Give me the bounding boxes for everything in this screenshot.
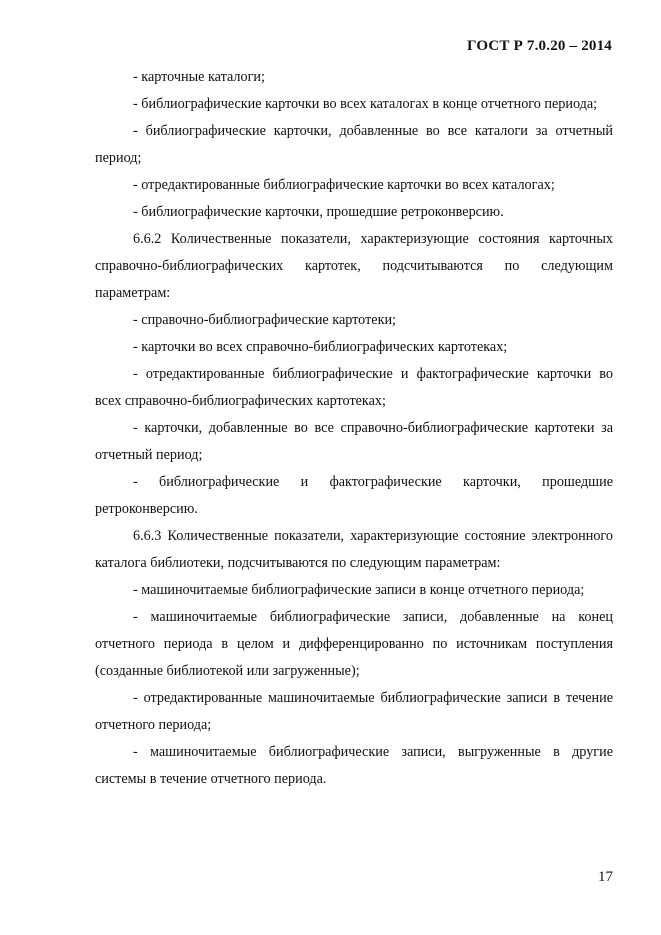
- section-6-6-3-paragraph: 6.6.3 Количественные показатели, характеризующие состояние электронного каталога библиотеки, подсчитываются по следующим параметрам:: [95, 528, 613, 571]
- paragraph: - карточки во всех справочно-библиографических картотеках;: [133, 339, 508, 355]
- page-number: 17: [598, 869, 613, 885]
- paragraph: - библиографические карточки, прошедшие ретроконверсию.: [133, 204, 504, 220]
- paragraph: - карточки, добавленные во все справочно-библиографические картотеки за отчетный период;: [95, 420, 613, 463]
- paragraph: - библиографические карточки, добавленные во все каталоги за отчетный период;: [95, 123, 613, 166]
- paragraph: - машиночитаемые библиографические записи, добавленные на конец отчетного периода в целом и дифференцированно по источникам поступления (созданные библиотекой или загруженные);: [95, 609, 613, 679]
- paragraph: - отредактированные библиографические и фактографические карточки во всех справочно-библиографических картотеках;: [95, 366, 613, 409]
- paragraph: - машиночитаемые библиографические записи, выгруженные в другие системы в течение отчетного периода.: [95, 744, 613, 787]
- paragraph: - библиографические карточки во всех каталогах в конце отчетного периода;: [133, 96, 598, 112]
- section-6-6-2-paragraph: 6.6.2 Количественные показатели, характеризующие состояния карточных справочно-библиографических картотек, подсчитываются по следующим параметрам:: [95, 231, 613, 301]
- paragraph: - справочно-библиографические картотеки;: [133, 312, 397, 328]
- paragraph: - машиночитаемые библиографические записи в конце отчетного периода;: [133, 582, 585, 598]
- paragraph: - отредактированные библиографические карточки во всех каталогах;: [133, 177, 555, 193]
- paragraph: - отредактированные машиночитаемые библиографические записи в течение отчетного периода;: [95, 690, 613, 733]
- document-body: [95, 64, 613, 793]
- paragraph: - карточные каталоги;: [133, 69, 265, 85]
- paragraph: - библиографические и фактографические карточки, прошедшие ретроконверсию.: [95, 474, 613, 517]
- document-header-code: ГОСТ Р 7.0.20 – 2014: [466, 38, 612, 54]
